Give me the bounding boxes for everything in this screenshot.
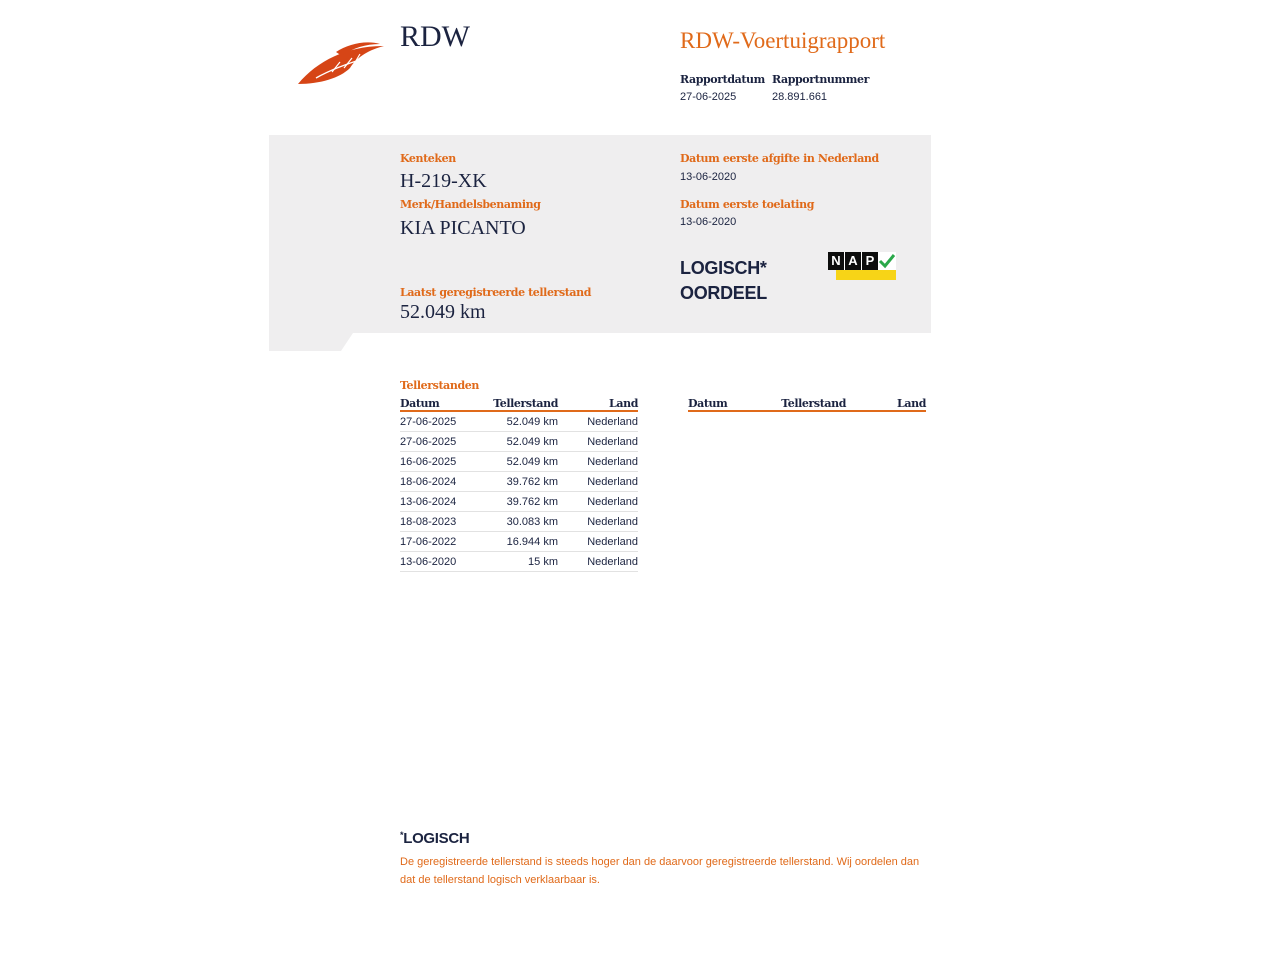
footnote-text: [400, 853, 919, 889]
row-country: Nederland: [558, 472, 638, 492]
row-odometer: 52.049 km: [480, 432, 558, 452]
odometer-header-row: [400, 396, 638, 411]
row-odometer: 15 km: [480, 552, 558, 572]
row-odometer: 52.049 km: [480, 411, 558, 432]
vehicle-make: KIA PICANTO: [400, 217, 526, 239]
row-date: 27-06-2025: [400, 411, 480, 432]
row-date: 13-06-2024: [400, 492, 480, 512]
row-country: Nederland: [558, 432, 638, 452]
footnote-marker: *: [400, 830, 404, 840]
nap-check-box: [878, 252, 896, 270]
check-icon: [878, 252, 896, 270]
col-country-right: Land: [846, 396, 926, 411]
first-admission-date: 13-06-2020: [680, 216, 737, 228]
nap-letter-n: N: [828, 252, 844, 270]
report-date-label: Rapportdatum: [680, 73, 765, 86]
row-country: Nederland: [558, 411, 638, 432]
odometer-header-row-right: [688, 396, 926, 411]
first-issue-nl-label: Datum eerste afgifte in Nederland: [680, 152, 879, 165]
footnote-heading: [400, 830, 469, 847]
license-plate: H-219-XK: [400, 170, 487, 192]
odometer-row: [400, 452, 638, 472]
odometer-row: [400, 492, 638, 512]
nap-letter-p: P: [861, 252, 878, 270]
panel-tab: [269, 333, 353, 351]
nap-badge: [828, 252, 898, 282]
report-number: 28.891.661: [772, 91, 828, 103]
row-date: 27-06-2025: [400, 432, 480, 452]
odometer-table: [400, 396, 638, 572]
row-odometer: 30.083 km: [480, 512, 558, 532]
odometer-table-right: [688, 396, 926, 412]
odometer-row: [400, 472, 638, 492]
row-country: Nederland: [558, 492, 638, 512]
col-date: Datum: [400, 396, 480, 411]
row-country: Nederland: [558, 552, 638, 572]
row-date: 13-06-2020: [400, 552, 480, 572]
first-admission-label: Datum eerste toelating: [680, 198, 814, 211]
last-odometer-value: 52.049 km: [400, 301, 486, 323]
row-date: 18-06-2024: [400, 472, 480, 492]
col-odometer: Tellerstand: [480, 396, 558, 411]
footnote-line-1: De geregistreerde tellerstand is steeds hoger dan de daarvoor geregistreerde tellerstand. Wij oordelen dan: [400, 856, 920, 868]
col-country: Land: [558, 396, 638, 411]
odometer-row: [400, 512, 638, 532]
last-odometer-label: Laatst geregistreerde tellerstand: [400, 286, 592, 299]
verdict: [680, 256, 767, 306]
report-number-label: Rapportnummer: [772, 73, 869, 86]
row-odometer: 39.762 km: [480, 472, 558, 492]
brand-name: RDW: [400, 20, 470, 53]
odometer-rows: [400, 411, 638, 572]
odometer-row: [400, 532, 638, 552]
first-issue-nl-date: 13-06-2020: [680, 171, 737, 183]
odometer-row: [400, 432, 638, 452]
footnote-line-2: dat de tellerstand logisch verklaarbaar is.: [400, 874, 600, 886]
verdict-line-2: OORDEEL: [680, 283, 767, 303]
row-odometer: 39.762 km: [480, 492, 558, 512]
odometer-row: [400, 411, 638, 432]
row-country: Nederland: [558, 512, 638, 532]
row-country: Nederland: [558, 452, 638, 472]
col-odometer-right: Tellerstand: [768, 396, 846, 411]
row-date: 16-06-2025: [400, 452, 480, 472]
nap-letter-a: A: [844, 252, 861, 270]
plate-label: Kenteken: [400, 152, 456, 165]
report-title: RDW-Voertuigrapport: [680, 28, 886, 53]
row-odometer: 16.944 km: [480, 532, 558, 552]
rdw-leaf-logo-icon: [296, 38, 388, 88]
row-date: 17-06-2022: [400, 532, 480, 552]
row-country: Nederland: [558, 532, 638, 552]
odometer-row: [400, 552, 638, 572]
verdict-line-1: LOGISCH*: [680, 258, 767, 278]
footnote-title: LOGISCH: [403, 830, 470, 847]
odometer-section-title: Tellerstanden: [400, 379, 479, 392]
row-date: 18-08-2023: [400, 512, 480, 532]
row-odometer: 52.049 km: [480, 452, 558, 472]
col-date-right: Datum: [688, 396, 768, 411]
report-date: 27-06-2025: [680, 91, 737, 103]
make-label: Merk/Handelsbenaming: [400, 198, 541, 211]
